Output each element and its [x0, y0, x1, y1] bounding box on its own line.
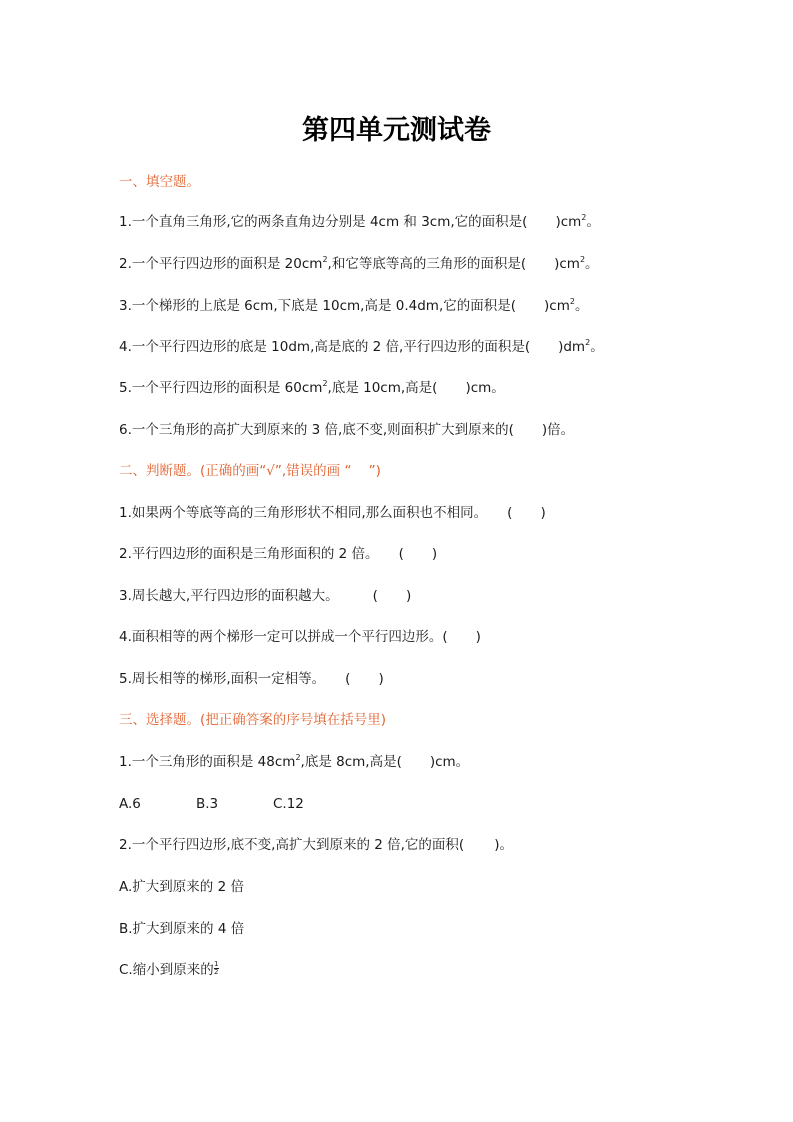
fill-blank-question-2: 2.一个平行四边形的面积是 $20cm^2$,和它等底等高的三角形的面积是( )$cm^2$。 — [119, 255, 599, 272]
choice-question-2: 2.一个平行四边形,底不变,高扩大到原来的 2 倍,它的面积( )。 — [119, 837, 513, 853]
fraction-one-half: $\frac{1}{2}$ — [213, 959, 219, 976]
option-c: C.12 — [273, 796, 304, 812]
choice-question-2-option-b: B.扩大到原来的 4 倍 — [119, 921, 245, 937]
fill-blank-question-1: 1.一个直角三角形,它的两条直角边分别是 4cm 和 3cm,它的面积是( )$cm^2$。 — [119, 213, 600, 230]
fill-blank-question-4: 4.一个平行四边形的底是 10dm,高是底的 2 倍,平行四边形的面积是( )$dm^2$。 — [119, 338, 604, 355]
section-heading-fill-blank: 一、填空题。 — [119, 174, 200, 190]
choice-question-1-options — [119, 795, 304, 813]
option-b: B.3 — [196, 796, 219, 812]
page-title: 第四单元测试卷 — [302, 115, 491, 146]
choice-question-1: 1.一个三角形的面积是 $48cm^2$,底是 8cm,高是( )cm。 — [119, 753, 470, 770]
section-heading-true-false: 二、判断题。(正确的画“√”,错误的画 “ ”) — [119, 463, 381, 479]
choice-question-2-option-a: A.扩大到原来的 2 倍 — [119, 879, 244, 895]
true-false-question-2: 2.平行四边形的面积是三角形面积的 2 倍。 ( ) — [119, 546, 438, 562]
true-false-question-5: 5.周长相等的梯形,面积一定相等。 ( ) — [119, 671, 384, 687]
fill-blank-question-3: 3.一个梯形的上底是 6cm,下底是 10cm,高是 0.4dm,它的面积是( )$cm^2$。 — [119, 297, 589, 314]
section-heading-multiple-choice: 三、选择题。(把正确答案的序号填在括号里) — [119, 712, 387, 728]
fill-blank-question-6: 6.一个三角形的高扩大到原来的 3 倍,底不变,则面积扩大到原来的( )倍。 — [119, 422, 575, 438]
fill-blank-question-5: 5.一个平行四边形的面积是 $60cm^2$,底是 10cm,高是( )cm。 — [119, 379, 505, 396]
option-a: A.6 — [119, 796, 141, 812]
true-false-question-4: 4.面积相等的两个梯形一定可以拼成一个平行四边形。( ) — [119, 629, 481, 645]
true-false-question-1: 1.如果两个等底等高的三角形形状不相同,那么面积也不相同。 ( ) — [119, 505, 546, 521]
true-false-question-3: 3.周长越大,平行四边形的面积越大。 ( ) — [119, 588, 412, 604]
choice-question-2-option-c: C.缩小到原来的 $\frac{1}{2}$ — [119, 959, 219, 978]
